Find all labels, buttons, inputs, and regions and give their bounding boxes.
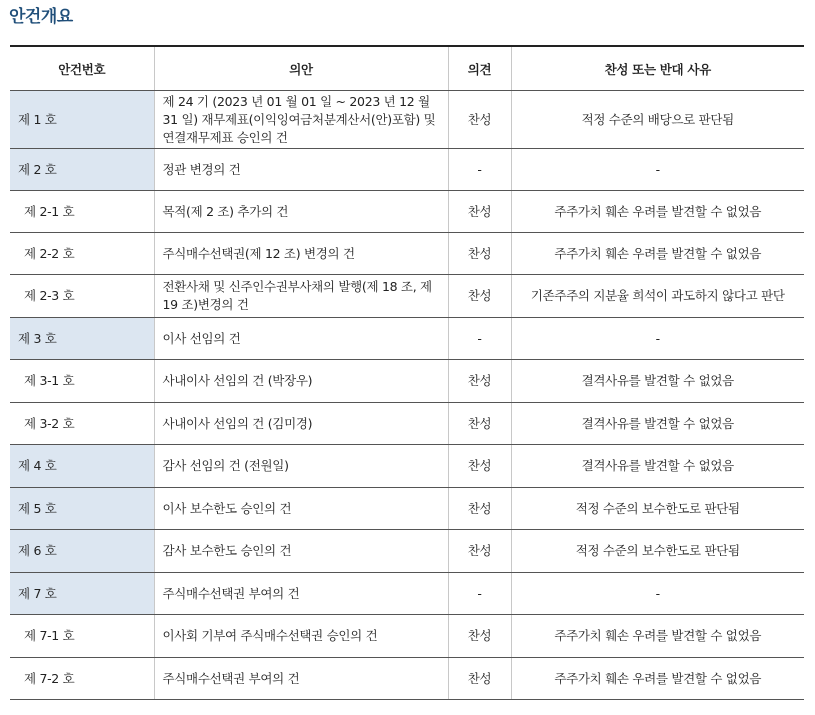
agenda-number-cell: 제 7 호 <box>10 573 154 615</box>
opinion-cell: 찬성 <box>448 488 511 530</box>
reason-cell: 결격사유를 발견할 수 없었음 <box>511 445 804 488</box>
opinion-cell: 찬성 <box>448 233 511 275</box>
agenda-cell: 사내이사 선임의 건 (박장우) <box>154 360 448 403</box>
agenda-cell: 주식매수선택권 부여의 건 <box>154 658 448 700</box>
agenda-cell: 이사회 기부여 주식매수선택권 승인의 건 <box>154 615 448 658</box>
agenda-number-cell: 제 2-2 호 <box>10 233 154 275</box>
agenda-cell: 감사 선임의 건 (전원일) <box>154 445 448 488</box>
header-agenda: 의안 <box>154 46 448 91</box>
agenda-number-cell: 제 2-1 호 <box>10 191 154 233</box>
agenda-cell: 이사 보수한도 승인의 건 <box>154 488 448 530</box>
agenda-cell: 목적(제 2 조) 추가의 건 <box>154 191 448 233</box>
reason-cell: 결격사유를 발견할 수 없었음 <box>511 360 804 403</box>
table-row <box>10 658 804 700</box>
opinion-cell: 찬성 <box>448 658 511 700</box>
agenda-number-cell: 제 1 호 <box>10 91 154 149</box>
opinion-cell: - <box>448 149 511 191</box>
opinion-cell: 찬성 <box>448 403 511 445</box>
agenda-cell: 주식매수선택권 부여의 건 <box>154 573 448 615</box>
reason-cell: 결격사유를 발견할 수 없었음 <box>511 403 804 445</box>
table-row <box>10 615 804 658</box>
agenda-number-cell: 제 3-2 호 <box>10 403 154 445</box>
opinion-cell: 찬성 <box>448 275 511 318</box>
table-row <box>10 191 804 233</box>
opinion-cell: 찬성 <box>448 530 511 573</box>
agenda-number-cell: 제 2-3 호 <box>10 275 154 318</box>
reason-cell: - <box>511 318 804 360</box>
reason-cell: 주주가치 훼손 우려를 발견할 수 없었음 <box>511 191 804 233</box>
table-row <box>10 530 804 573</box>
opinion-cell: 찬성 <box>448 91 511 149</box>
header-reason: 찬성 또는 반대 사유 <box>511 46 804 91</box>
table-row <box>10 233 804 275</box>
table-row <box>10 91 804 149</box>
table-row <box>10 149 804 191</box>
table-row <box>10 573 804 615</box>
agenda-number-cell: 제 6 호 <box>10 530 154 573</box>
agenda-cell: 이사 선임의 건 <box>154 318 448 360</box>
table-row <box>10 318 804 360</box>
table-row <box>10 445 804 488</box>
opinion-cell: 찬성 <box>448 360 511 403</box>
table-row <box>10 403 804 445</box>
agenda-cell: 전환사채 및 신주인수권부사채의 발행(제 18 조, 제 19 조)변경의 건 <box>154 275 448 318</box>
reason-cell: 적정 수준의 보수한도로 판단됨 <box>511 530 804 573</box>
agenda-number-cell: 제 4 호 <box>10 445 154 488</box>
header-row <box>10 46 804 91</box>
opinion-cell: 찬성 <box>448 445 511 488</box>
header-agenda-number: 안건번호 <box>10 46 154 91</box>
agenda-cell: 사내이사 선임의 건 (김미경) <box>154 403 448 445</box>
agenda-number-cell: 제 3 호 <box>10 318 154 360</box>
agenda-number-cell: 제 7-2 호 <box>10 658 154 700</box>
opinion-cell: - <box>448 318 511 360</box>
reason-cell: 적정 수준의 보수한도로 판단됨 <box>511 488 804 530</box>
page-title: 안건개요 <box>9 7 73 27</box>
agenda-cell: 정관 변경의 건 <box>154 149 448 191</box>
agenda-number-cell: 제 2 호 <box>10 149 154 191</box>
table-row <box>10 275 804 318</box>
reason-cell: 주주가치 훼손 우려를 발견할 수 없었음 <box>511 233 804 275</box>
reason-cell: - <box>511 573 804 615</box>
table-row <box>10 360 804 403</box>
agenda-cell: 감사 보수한도 승인의 건 <box>154 530 448 573</box>
header-opinion: 의견 <box>448 46 511 91</box>
opinion-cell: - <box>448 573 511 615</box>
table-row <box>10 488 804 530</box>
agenda-cell: 주식매수선택권(제 12 조) 변경의 건 <box>154 233 448 275</box>
reason-cell: 기존주주의 지분율 희석이 과도하지 않다고 판단 <box>511 275 804 318</box>
reason-cell: 주주가치 훼손 우려를 발견할 수 없었음 <box>511 658 804 700</box>
reason-cell: - <box>511 149 804 191</box>
reason-cell: 주주가치 훼손 우려를 발견할 수 없었음 <box>511 615 804 658</box>
agenda-number-cell: 제 5 호 <box>10 488 154 530</box>
reason-cell: 적정 수준의 배당으로 판단됨 <box>511 91 804 149</box>
agenda-cell: 제 24 기 (2023 년 01 월 01 일 ~ 2023 년 12 월 31 일) 재무제표(이익잉여금처분계산서(안)포함) 및 연결재무제표 승인의 건 <box>154 91 448 149</box>
opinion-cell: 찬성 <box>448 615 511 658</box>
table-body <box>10 91 804 700</box>
agenda-number-cell: 제 7-1 호 <box>10 615 154 658</box>
opinion-cell: 찬성 <box>448 191 511 233</box>
agenda-number-cell: 제 3-1 호 <box>10 360 154 403</box>
agenda-table <box>10 45 804 700</box>
